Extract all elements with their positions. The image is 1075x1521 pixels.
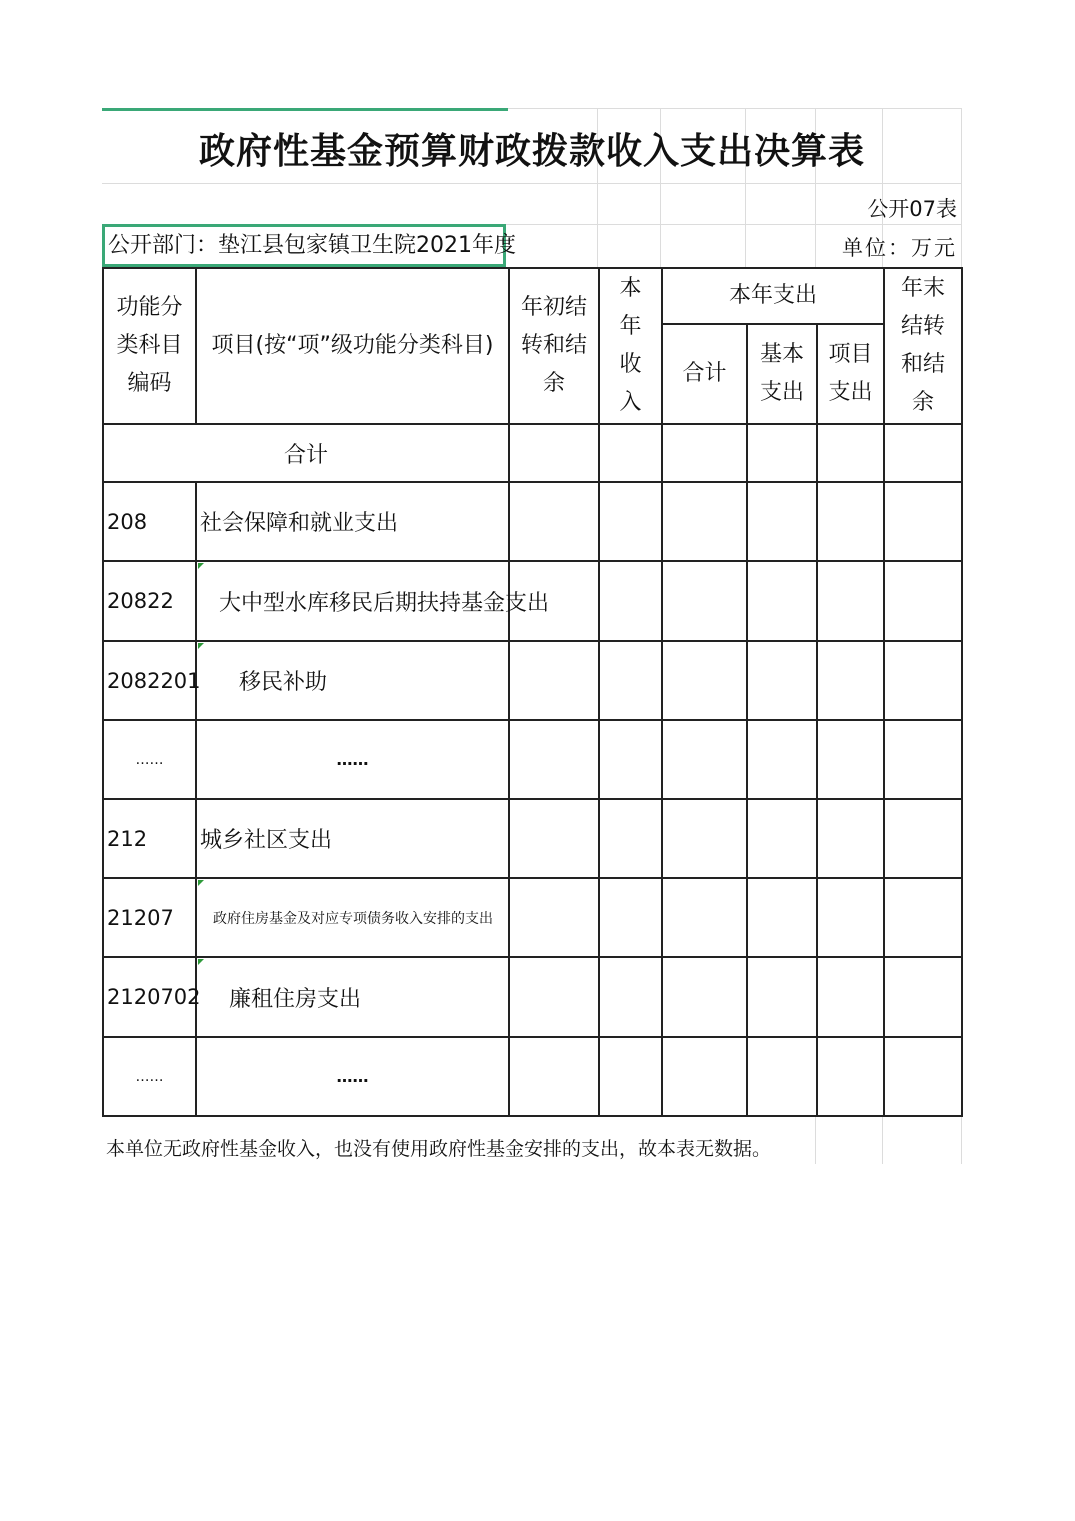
cell[interactable] xyxy=(884,957,962,1037)
cell[interactable] xyxy=(662,482,747,561)
cell[interactable] xyxy=(599,482,662,561)
code-cell[interactable]: 212 xyxy=(103,799,196,878)
cell[interactable] xyxy=(662,799,747,878)
cell[interactable] xyxy=(817,1037,884,1116)
cell[interactable] xyxy=(599,641,662,720)
cell[interactable] xyxy=(884,424,962,482)
item-cell[interactable]: 廉租住房支出 xyxy=(196,957,509,1037)
cell[interactable] xyxy=(509,720,599,799)
budget-table xyxy=(102,267,963,1117)
code-cell[interactable]: 2082201 xyxy=(103,641,196,720)
cell[interactable] xyxy=(662,641,747,720)
cell[interactable] xyxy=(599,878,662,957)
cell[interactable] xyxy=(747,878,817,957)
header-expense-basic: 基本支出 xyxy=(747,324,817,424)
item-cell[interactable]: 城乡社区支出 xyxy=(196,799,509,878)
cell[interactable] xyxy=(817,641,884,720)
cell[interactable] xyxy=(662,1037,747,1116)
cell[interactable] xyxy=(884,561,962,641)
cell[interactable] xyxy=(599,720,662,799)
unit-label: 单位：万元 xyxy=(842,236,957,260)
cell[interactable] xyxy=(662,957,747,1037)
department-cell[interactable]: 公开部门：垫江县包家镇卫生院2021年度 xyxy=(102,224,506,267)
cell[interactable] xyxy=(509,878,599,957)
code-cell[interactable]: 21207 xyxy=(103,878,196,957)
cell[interactable] xyxy=(747,424,817,482)
cell[interactable] xyxy=(599,957,662,1037)
grid-line xyxy=(882,1115,883,1164)
code-cell[interactable]: …… xyxy=(103,1037,196,1116)
cell[interactable] xyxy=(747,641,817,720)
item-cell[interactable]: 大中型水库移民后期扶持基金支出 xyxy=(196,561,509,641)
header-expense-total: 合计 xyxy=(662,324,747,424)
grid-line xyxy=(597,183,598,267)
footnote: 本单位无政府性基金收入，也没有使用政府性基金安排的支出，故本表无数据。 xyxy=(106,1138,772,1160)
cell[interactable] xyxy=(747,482,817,561)
header-income: 本年收入 xyxy=(599,268,662,424)
code-cell[interactable]: 20822 xyxy=(103,561,196,641)
header-end-balance: 年末结转和结余 xyxy=(884,268,962,424)
grid-line xyxy=(815,183,816,267)
cell[interactable] xyxy=(662,424,747,482)
cell[interactable] xyxy=(509,482,599,561)
header-item: 项目(按“项”级功能分类科目) xyxy=(196,268,509,424)
cell[interactable] xyxy=(884,1037,962,1116)
cell[interactable] xyxy=(509,424,599,482)
header-begin-balance: 年初结转和结余 xyxy=(509,268,599,424)
grid-line xyxy=(815,1115,816,1164)
cell[interactable] xyxy=(599,1037,662,1116)
cell[interactable] xyxy=(817,561,884,641)
cell[interactable] xyxy=(599,799,662,878)
code-cell[interactable]: …… xyxy=(103,720,196,799)
cell[interactable] xyxy=(817,720,884,799)
table-row xyxy=(103,720,962,799)
grid-line xyxy=(102,183,962,184)
code-cell[interactable]: 2120702 xyxy=(103,957,196,1037)
cell[interactable] xyxy=(509,1037,599,1116)
cell[interactable] xyxy=(817,482,884,561)
item-cell[interactable]: 社会保障和就业支出 xyxy=(196,482,509,561)
selection-border xyxy=(102,108,508,111)
cell[interactable] xyxy=(747,957,817,1037)
item-cell[interactable]: …… xyxy=(196,720,509,799)
header-code: 功能分类科目编码 xyxy=(103,268,196,424)
cell[interactable] xyxy=(509,957,599,1037)
header-expense-project: 项目支出 xyxy=(817,324,884,424)
cell[interactable] xyxy=(662,720,747,799)
item-cell[interactable]: 移民补助 xyxy=(196,641,509,720)
table-row xyxy=(103,957,962,1037)
page-title: 政府性基金预算财政拨款收入支出决算表 xyxy=(198,130,865,172)
table-row xyxy=(103,878,962,957)
cell[interactable] xyxy=(817,799,884,878)
grid-line xyxy=(660,183,661,267)
table-row xyxy=(103,641,962,720)
cell[interactable] xyxy=(817,424,884,482)
cell[interactable] xyxy=(884,641,962,720)
cell[interactable] xyxy=(884,878,962,957)
form-number: 公开07表 xyxy=(867,197,957,221)
cell[interactable] xyxy=(747,720,817,799)
cell[interactable] xyxy=(509,799,599,878)
cell[interactable] xyxy=(884,720,962,799)
grid-line xyxy=(508,108,962,109)
table-row xyxy=(103,482,962,561)
cell[interactable] xyxy=(509,641,599,720)
table-row xyxy=(103,561,962,641)
cell[interactable] xyxy=(599,424,662,482)
cell[interactable] xyxy=(747,561,817,641)
code-cell[interactable]: 208 xyxy=(103,482,196,561)
item-cell[interactable]: 政府住房基金及对应专项债务收入安排的支出 xyxy=(196,878,509,957)
table-row xyxy=(103,799,962,878)
grid-line xyxy=(745,183,746,267)
cell[interactable] xyxy=(817,878,884,957)
table-row xyxy=(103,1037,962,1116)
cell[interactable] xyxy=(884,482,962,561)
cell[interactable] xyxy=(599,561,662,641)
header-expense-group: 本年支出 xyxy=(662,268,884,324)
cell[interactable] xyxy=(817,957,884,1037)
item-cell[interactable]: …… xyxy=(196,1037,509,1116)
cell[interactable] xyxy=(662,561,747,641)
cell[interactable] xyxy=(747,1037,817,1116)
cell[interactable] xyxy=(662,878,747,957)
cell[interactable] xyxy=(747,799,817,878)
total-label: 合计 xyxy=(103,424,509,482)
cell[interactable] xyxy=(884,799,962,878)
